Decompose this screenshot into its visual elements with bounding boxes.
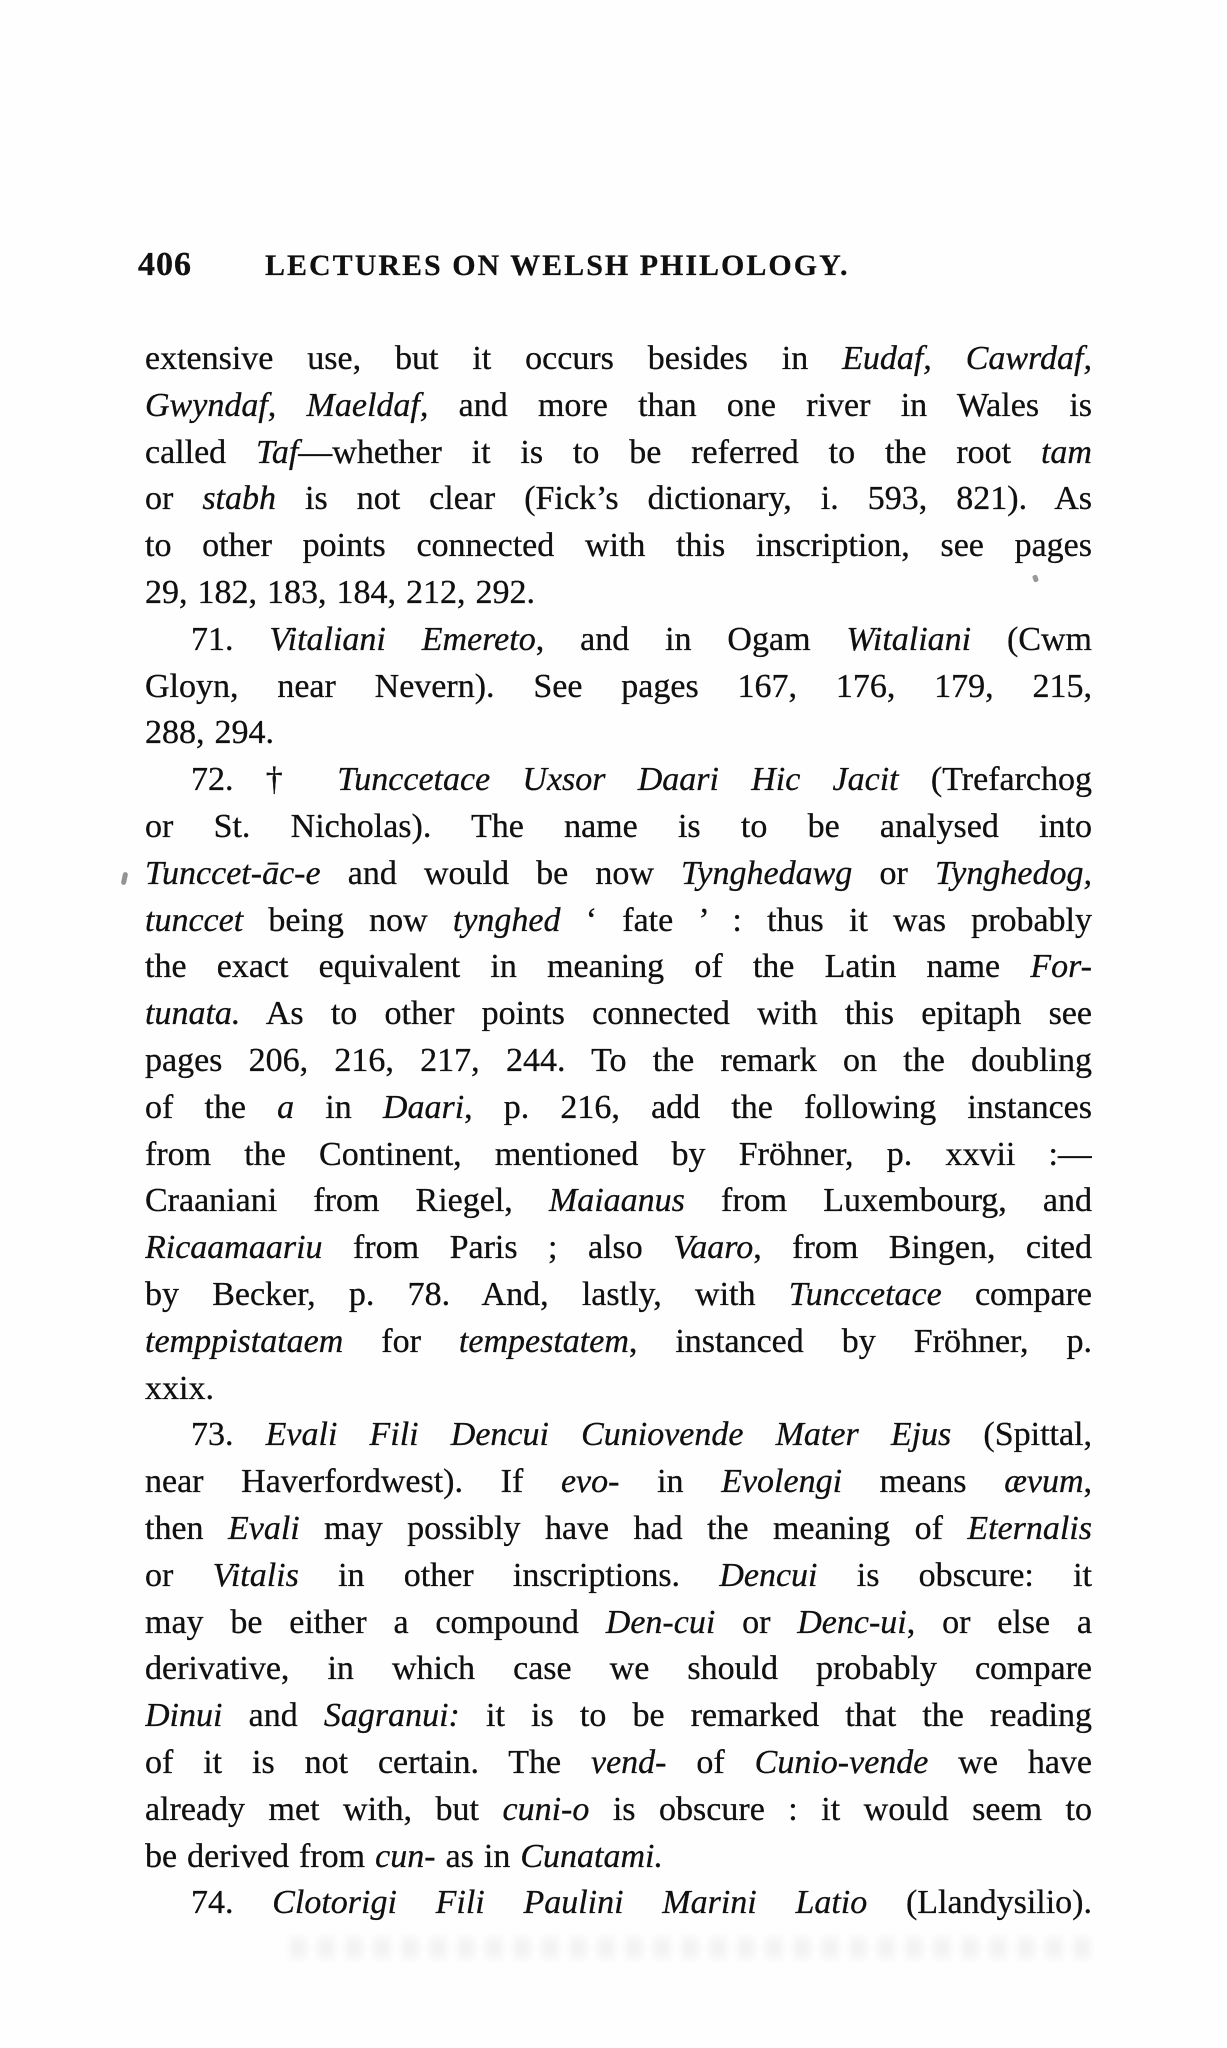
text-line xyxy=(145,476,1092,523)
roman-text: (Cwm xyxy=(971,620,1092,658)
roman-text: from the Continent, mentioned by Fröhner, p. xxvii :— xyxy=(145,1135,1092,1173)
roman-text: —whether it is to be referred to the root xyxy=(298,433,1041,471)
roman-text: Craaniani from Riegel, xyxy=(145,1182,549,1220)
roman-text: or St. Nicholas). The name is to be analysed into xyxy=(145,807,1092,845)
text-line xyxy=(145,1740,1092,1787)
italic-text: Gwyndaf, Maeldaf, xyxy=(145,386,429,424)
italic-text: Vitaliani Emereto xyxy=(269,620,536,658)
roman-text: compare xyxy=(941,1275,1092,1313)
italic-text: Evolengi xyxy=(721,1463,843,1501)
italic-text: Tynghedawg xyxy=(681,854,853,892)
roman-text: to other points connected with this inscription, see pages xyxy=(145,527,1092,565)
scan-speck xyxy=(121,872,129,886)
italic-text: evo- xyxy=(560,1463,620,1501)
italic-text: Maiaanus xyxy=(548,1182,685,1220)
italic-text: Cunio-vende xyxy=(754,1743,929,1781)
roman-text: 72. † xyxy=(191,761,338,799)
text-line xyxy=(145,1412,1092,1459)
roman-text: then xyxy=(145,1509,228,1547)
roman-text: or xyxy=(852,854,935,892)
roman-text: extensive use, but it occurs besides in xyxy=(145,340,843,377)
roman-text: , or else a xyxy=(906,1603,1092,1641)
italic-text: Evali xyxy=(227,1509,300,1547)
italic-text: Ricaamaariu xyxy=(145,1229,323,1267)
italic-text: ævum xyxy=(1004,1463,1084,1501)
italic-text: Vitalis xyxy=(212,1556,299,1594)
text-line xyxy=(145,570,1092,617)
roman-text: derivative, in which case we should probably compare xyxy=(145,1650,1092,1688)
roman-text: may possibly have had the meaning of xyxy=(299,1509,968,1547)
italic-text: Den-cui xyxy=(605,1603,716,1641)
italic-text: Dencui xyxy=(719,1556,818,1594)
text-line xyxy=(145,1506,1092,1553)
italic-text: Tynghedog, xyxy=(934,854,1092,892)
roman-text: in xyxy=(619,1463,722,1501)
text-line xyxy=(145,1693,1092,1740)
roman-text: 29, 182, 183, 184, 212, 292. xyxy=(145,573,535,611)
text-line xyxy=(145,1225,1092,1272)
italic-text: tunata. xyxy=(145,995,241,1033)
roman-text: for xyxy=(343,1322,459,1360)
show-through-artifact xyxy=(290,1938,1100,1958)
text-line xyxy=(145,804,1092,851)
italic-text: cun- xyxy=(375,1837,436,1875)
roman-text: , and in Ogam xyxy=(535,620,847,658)
italic-text: Tunccetace xyxy=(788,1275,942,1313)
roman-text: or xyxy=(715,1603,798,1641)
text-line xyxy=(145,1553,1092,1600)
roman-text: pages 206, 216, 217, 244. To the remark on the doubling xyxy=(145,1041,1092,1079)
running-title: LECTURES ON WELSH PHILOLOGY. xyxy=(265,249,850,282)
italic-text: tynghed xyxy=(452,901,561,939)
text-line xyxy=(145,710,1092,757)
roman-text: 288, 294. xyxy=(145,714,274,752)
italic-text: a xyxy=(277,1088,295,1126)
italic-text: vend- xyxy=(591,1743,667,1781)
text-line xyxy=(145,430,1092,477)
roman-text: or xyxy=(145,1556,213,1594)
italic-text: Tunccet-āc-e xyxy=(145,854,321,892)
text-line xyxy=(145,1600,1092,1647)
italic-text: Taf xyxy=(256,433,299,471)
text-line xyxy=(145,944,1092,991)
italic-text: tunccet xyxy=(145,901,244,939)
roman-text: we have xyxy=(928,1743,1092,1781)
italic-text: Vaaro xyxy=(673,1229,754,1267)
text-line xyxy=(145,1132,1092,1179)
italic-text: Denc-ui xyxy=(797,1603,907,1641)
text-line xyxy=(145,1366,1092,1413)
roman-text: the exact equivalent in meaning of the Latin name xyxy=(145,948,1031,986)
roman-text: 74. xyxy=(191,1884,273,1922)
text-line xyxy=(145,383,1092,430)
italic-text: Evali Fili Dencui Cuniovende Mater Ejus xyxy=(265,1416,952,1454)
roman-text: Gloyn, near Nevern). See pages 167, 176, 179, 215, xyxy=(145,667,1092,705)
italic-text: Clotorigi Fili Paulini Marini Latio xyxy=(272,1884,868,1922)
roman-text: , instanced by Fröhner, p. xyxy=(628,1322,1092,1360)
roman-text: and would be now xyxy=(320,854,682,892)
italic-text: Sagranui: xyxy=(323,1697,460,1735)
roman-text: be derived from xyxy=(145,1837,376,1875)
roman-text: , p. 216, add the following instances xyxy=(464,1088,1092,1126)
text-line xyxy=(145,1459,1092,1506)
roman-text: as in xyxy=(435,1837,521,1875)
text-line xyxy=(145,523,1092,570)
roman-text: is obscure : it would seem to xyxy=(589,1790,1092,1828)
text-line xyxy=(145,664,1092,711)
italic-text: Daari xyxy=(382,1088,465,1126)
roman-text: (Trefarchog xyxy=(898,761,1092,799)
roman-text: of xyxy=(666,1743,755,1781)
text-line xyxy=(145,1178,1092,1225)
roman-text: means xyxy=(842,1463,1005,1501)
roman-text: (Llandysilio). xyxy=(867,1884,1092,1922)
roman-text: is not clear (Fick’s dictionary, i. 593, 821). As xyxy=(276,480,1092,518)
roman-text: it is to be remarked that the reading xyxy=(459,1697,1092,1735)
roman-text: and more than one river in Wales is xyxy=(428,386,1092,424)
roman-text: ‘ fate ’ : thus it was probably xyxy=(560,901,1092,939)
roman-text: in other inscriptions. xyxy=(298,1556,720,1594)
text-line xyxy=(145,1787,1092,1834)
roman-text: called xyxy=(145,433,257,471)
text-line xyxy=(145,1038,1092,1085)
text-line xyxy=(145,851,1092,898)
roman-text: from Luxembourg, and xyxy=(684,1182,1092,1220)
roman-text: of it is not certain. The xyxy=(145,1743,591,1781)
text-line xyxy=(145,1319,1092,1366)
italic-text: Dinui xyxy=(145,1697,223,1735)
roman-text: may be either a compound xyxy=(145,1603,606,1641)
italic-text: stabh xyxy=(202,480,277,518)
roman-text: near Haverfordwest). If xyxy=(145,1463,561,1501)
text-line xyxy=(145,1880,1092,1927)
roman-text: of the xyxy=(145,1088,278,1126)
italic-text: Cunatami. xyxy=(520,1837,663,1875)
italic-text: Witaliani xyxy=(846,620,972,658)
italic-text: tempestatem xyxy=(458,1322,629,1360)
text-line xyxy=(145,617,1092,664)
roman-text: (Spittal, xyxy=(951,1416,1092,1454)
roman-text: As to other points connected with this epitaph see xyxy=(240,995,1092,1033)
italic-text: tam xyxy=(1040,433,1092,471)
text-line xyxy=(145,898,1092,945)
roman-text: or xyxy=(145,480,203,518)
italic-text: For- xyxy=(1030,948,1092,986)
roman-text: being now xyxy=(243,901,453,939)
text-line xyxy=(145,1085,1092,1132)
text-line xyxy=(145,336,1092,383)
text-column xyxy=(145,336,1092,1927)
italic-text: Tunccetace Uxsor Daari Hic Jacit xyxy=(337,761,899,799)
italic-text: Eternalis xyxy=(967,1509,1092,1547)
roman-text: from Paris ; also xyxy=(322,1229,674,1267)
text-line xyxy=(145,757,1092,804)
text-line xyxy=(145,991,1092,1038)
italic-text: temppistataem xyxy=(145,1322,344,1360)
roman-text: is obscure: it xyxy=(817,1556,1092,1594)
roman-text: in xyxy=(294,1088,383,1126)
italic-text: Eudaf, Cawrdaf, xyxy=(842,340,1092,377)
page-number: 406 xyxy=(138,246,192,283)
roman-text: and xyxy=(222,1697,324,1735)
roman-text: 73. xyxy=(191,1416,266,1454)
text-line xyxy=(145,1272,1092,1319)
roman-text: 71. xyxy=(191,620,270,658)
roman-text: xxix. xyxy=(145,1369,214,1407)
page-header xyxy=(138,246,1092,298)
italic-text: cuni-o xyxy=(502,1790,590,1828)
text-line xyxy=(145,1646,1092,1693)
roman-text: , from Bingen, cited xyxy=(753,1229,1092,1267)
roman-text: already met with, but xyxy=(145,1790,503,1828)
roman-text: by Becker, p. 78. And, lastly, with xyxy=(145,1275,789,1313)
text-line xyxy=(145,1834,1092,1881)
roman-text: , xyxy=(1083,1463,1092,1501)
